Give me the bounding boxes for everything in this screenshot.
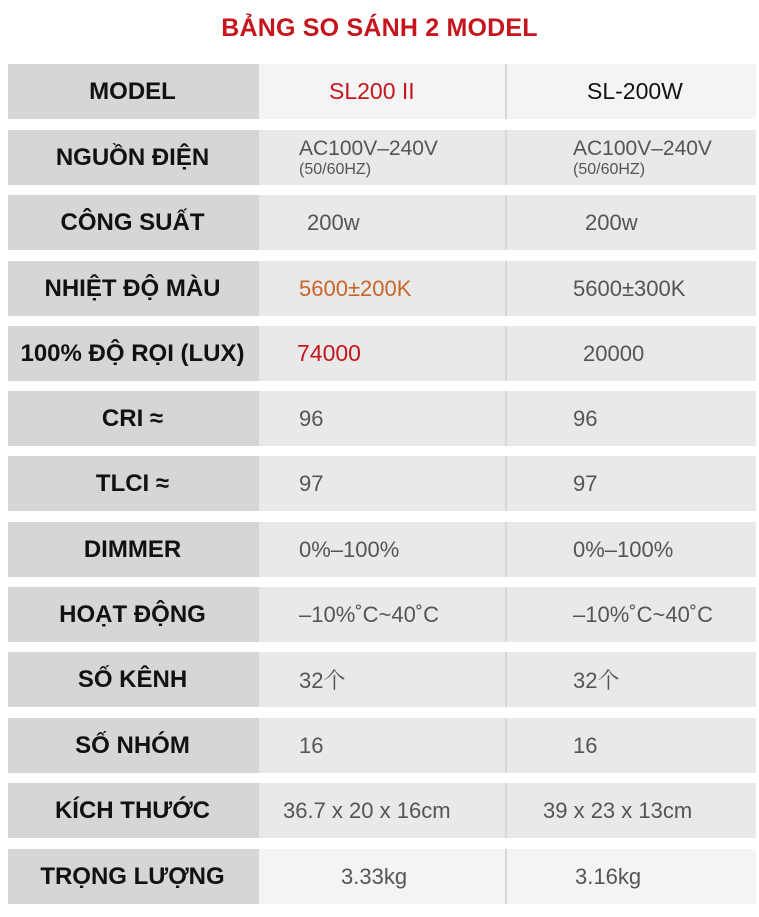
table-row xyxy=(8,391,756,446)
model-1-value: 16 xyxy=(259,718,505,773)
row-label: NHIỆT ĐỘ MÀU xyxy=(44,274,221,302)
row-label: SỐ NHÓM xyxy=(75,731,190,759)
row-label: NGUỒN ĐIỆN xyxy=(55,143,210,171)
page-title: BẢNG SO SÁNH 2 MODEL xyxy=(221,14,538,42)
model-2-value: –10%˚C~40˚C xyxy=(507,587,756,642)
model-1-value: 36.7 x 20 x 16cm xyxy=(259,783,505,838)
value-sub: (50/60HZ) xyxy=(573,160,646,178)
value-main: AC100V–240V xyxy=(573,136,712,160)
row-label: 100% ĐỘ RỌI (LUX) xyxy=(20,339,245,367)
model-2-value: 5600±300K xyxy=(507,261,756,316)
model-1-value: 5600±200K xyxy=(259,261,505,316)
model-2-value: 200w xyxy=(507,195,756,250)
model-2-value: 96 xyxy=(507,391,756,446)
model-1-value: 3.33kg xyxy=(259,849,505,904)
model-1-value: 74000 xyxy=(259,326,505,381)
row-label: HOẠT ĐỘNG xyxy=(59,600,206,628)
model-2-text: SL-200W xyxy=(587,78,683,104)
model-2-value: 3.16kg xyxy=(507,849,756,904)
model-1-value: 32个 xyxy=(259,652,505,707)
model-1-text: SL200 II xyxy=(329,78,415,104)
table-row xyxy=(8,326,756,381)
row-label: CÔNG SUẤT xyxy=(60,208,205,236)
row-label: CRI ≈ xyxy=(101,404,164,432)
model-2-name xyxy=(507,64,756,119)
row-label: TRỌNG LƯỢNG xyxy=(40,862,225,890)
row-label: MODEL xyxy=(89,77,176,105)
model-1-value: 96 xyxy=(259,391,505,446)
row-label: KÍCH THƯỚC xyxy=(54,796,211,824)
row-label: SỐ KÊNH xyxy=(77,665,188,693)
model-2-value: 32个 xyxy=(507,652,756,707)
table-row xyxy=(8,64,756,119)
model-1-value: –10%˚C~40˚C xyxy=(259,587,505,642)
model-2-value: 20000 xyxy=(507,326,756,381)
table-row xyxy=(8,849,756,904)
table-row xyxy=(8,783,756,838)
row-label: DIMMER xyxy=(83,535,182,563)
table-row xyxy=(8,456,756,511)
model-2-value: 97 xyxy=(507,456,756,511)
model-1-value xyxy=(259,130,505,185)
table-row xyxy=(8,261,756,316)
model-1-value: 200w xyxy=(259,195,505,250)
row-label: TLCI ≈ xyxy=(95,469,170,497)
model-2-value: 39 x 23 x 13cm xyxy=(507,783,756,838)
table-row xyxy=(8,195,756,250)
model-1-value: 0%–100% xyxy=(259,522,505,577)
model-2-value xyxy=(507,130,756,185)
table-row xyxy=(8,587,756,642)
model-2-value: 16 xyxy=(507,718,756,773)
table-row xyxy=(8,718,756,773)
model-1-name xyxy=(259,64,505,119)
table-row xyxy=(8,522,756,577)
model-1-value: 97 xyxy=(259,456,505,511)
value-sub: (50/60HZ) xyxy=(299,160,372,178)
table-row xyxy=(8,652,756,707)
value-main: AC100V–240V xyxy=(299,136,438,160)
model-2-value: 0%–100% xyxy=(507,522,756,577)
table-row xyxy=(8,130,756,185)
